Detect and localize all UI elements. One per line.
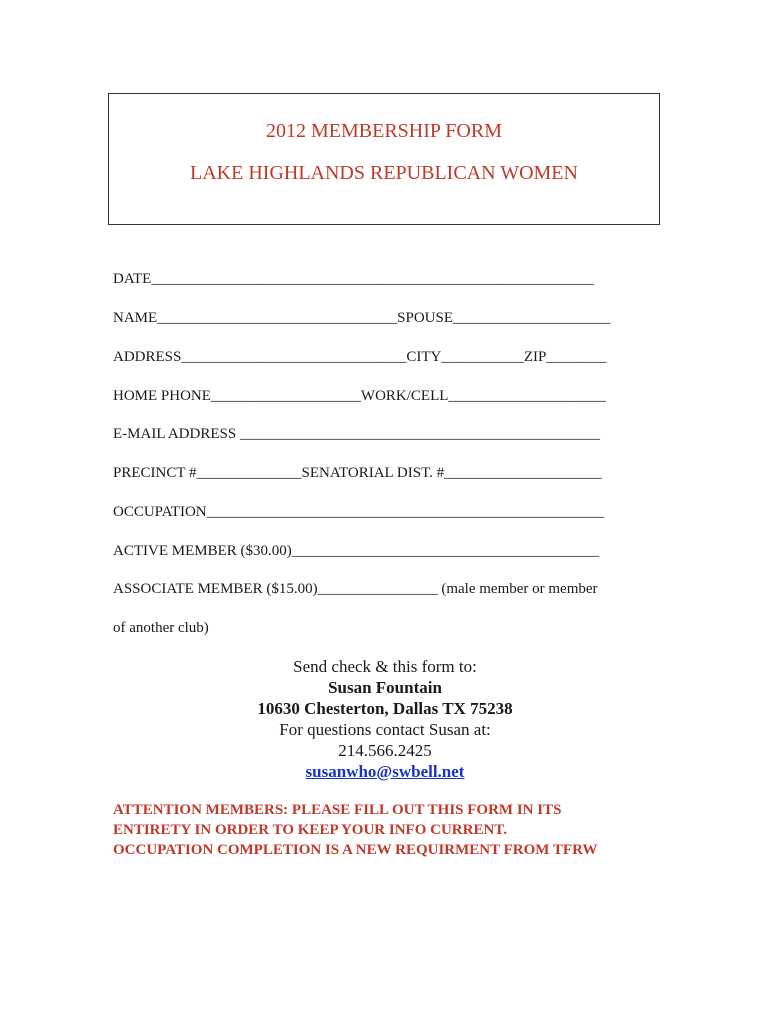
name-spouse-field[interactable]: NAME________________________________SPOUSE_____________________ <box>113 310 611 326</box>
form-header-box <box>108 93 660 225</box>
mailing-instructions <box>0 656 770 782</box>
home-work-phone-field[interactable]: HOME PHONE____________________WORK/CELL_____________________ <box>113 388 606 404</box>
precinct-senatorial-field[interactable]: PRECINCT #______________SENATORIAL DIST. #_____________________ <box>113 465 602 481</box>
associate-member-note: of another club) <box>113 620 209 636</box>
questions-text: For questions contact Susan at: <box>279 720 491 739</box>
associate-member-field[interactable]: ASSOCIATE MEMBER ($15.00)________________ (male member or member <box>113 581 598 597</box>
contact-name: Susan Fountain <box>328 678 442 697</box>
attention-line-2: ENTIRETY IN ORDER TO KEEP YOUR INFO CURRENT. <box>113 822 507 838</box>
mailing-address: 10630 Chesterton, Dallas TX 75238 <box>257 699 513 718</box>
occupation-field[interactable]: OCCUPATION_____________________________________________________ <box>113 504 605 520</box>
date-field[interactable]: DATE___________________________________________________________ <box>113 271 594 287</box>
contact-phone: 214.566.2425 <box>338 741 432 760</box>
email-address-field[interactable]: E-MAIL ADDRESS ________________________________________________ <box>113 426 600 442</box>
organization-name: LAKE HIGHLANDS REPUBLICAN WOMEN <box>190 162 578 184</box>
contact-email-link[interactable]: susanwho@swbell.net <box>305 762 465 781</box>
attention-notice <box>113 800 673 860</box>
send-instruction: Send check & this form to: <box>293 657 477 676</box>
active-member-field[interactable]: ACTIVE MEMBER ($30.00)_________________________________________ <box>113 543 600 559</box>
address-city-zip-field[interactable]: ADDRESS______________________________CITY___________ZIP________ <box>113 349 607 365</box>
attention-line-1: ATTENTION MEMBERS: PLEASE FILL OUT THIS FORM IN ITS <box>113 802 562 818</box>
attention-line-3: OCCUPATION COMPLETION IS A NEW REQUIRMENT FROM TFRW <box>113 842 598 858</box>
form-title: 2012 MEMBERSHIP FORM <box>266 120 502 142</box>
